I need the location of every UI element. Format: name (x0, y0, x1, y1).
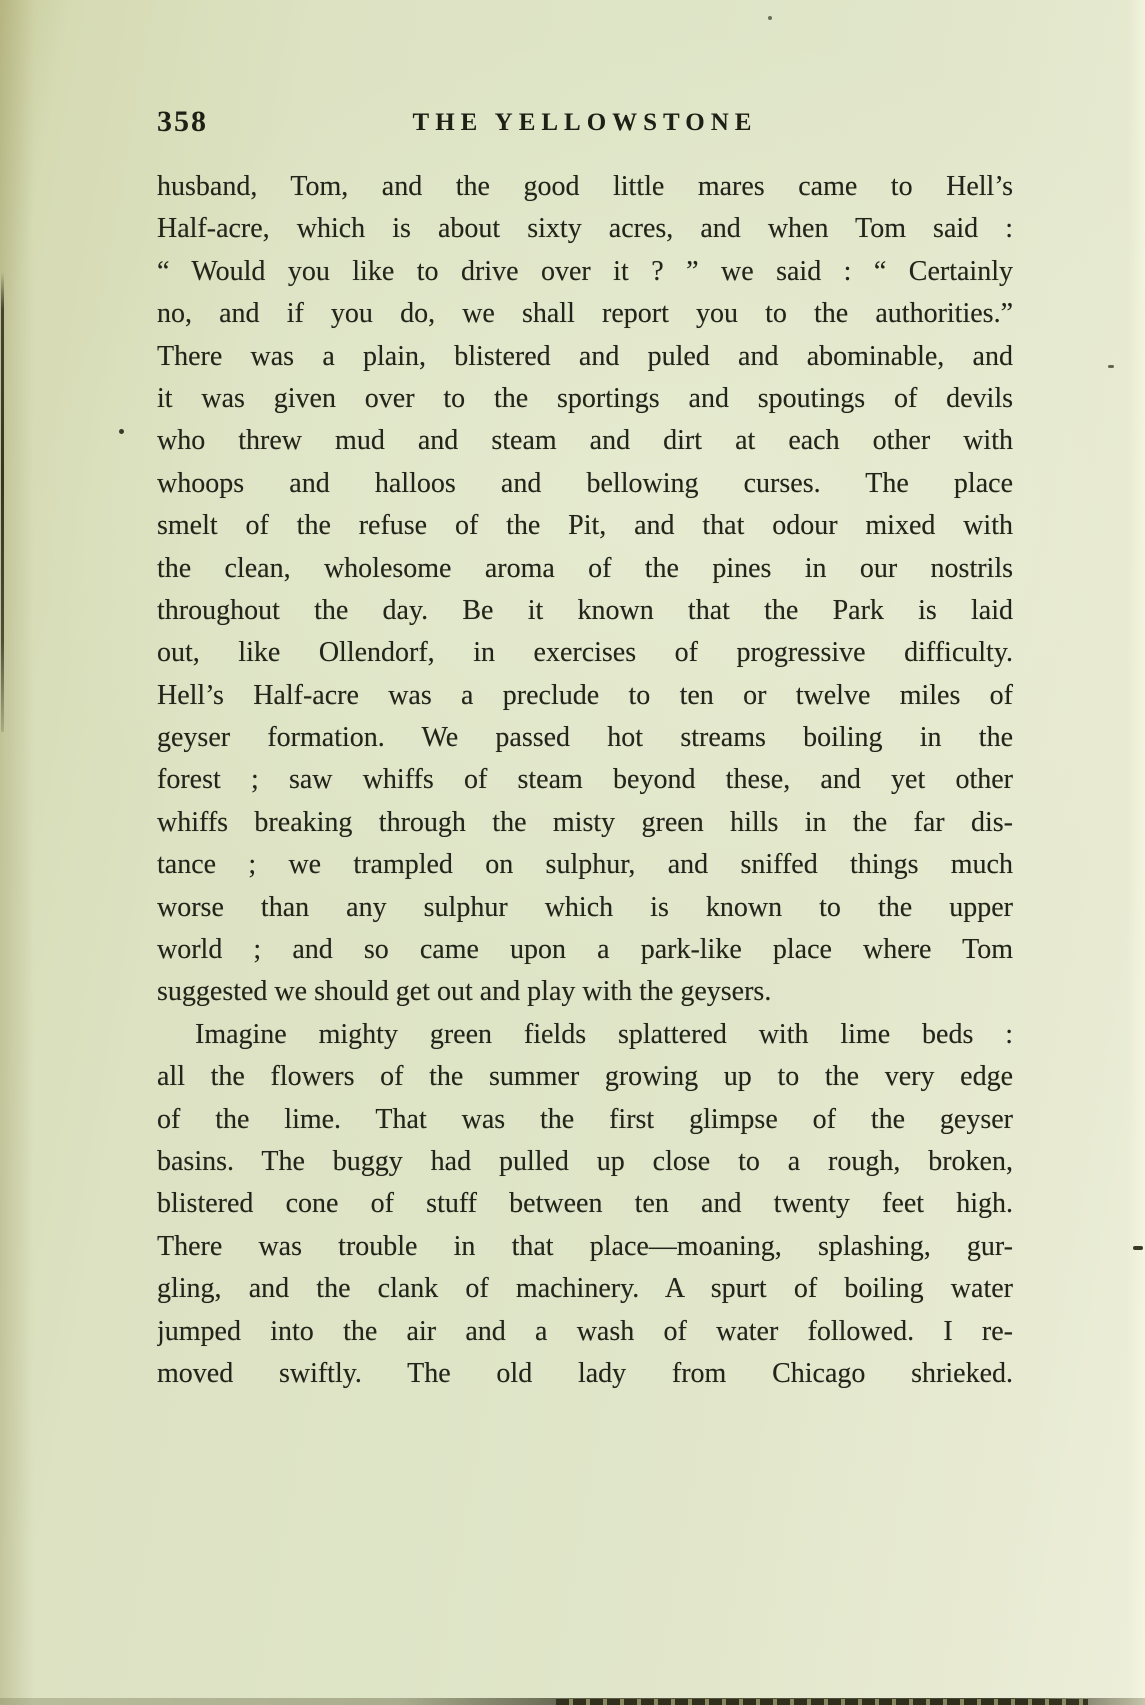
text-line: Half-acre, which is about sixty acres, and when Tom said : (157, 213, 1013, 245)
text-line: jumped into the air and a wash of water followed. I re- (157, 1315, 1013, 1347)
text-line: geyser formation. We passed hot streams boiling in the (157, 722, 1013, 754)
page-header-row (157, 103, 1013, 147)
ink-speck (768, 16, 772, 20)
text-line: who threw mud and steam and dirt at each other with (157, 425, 1013, 457)
page-number: 358 (157, 105, 208, 138)
text-line: tance ; we trampled on sulphur, and sniffed things much (157, 849, 1013, 881)
text-line: moved swiftly. The old lady from Chicago shrieked. (157, 1357, 1013, 1389)
text-line: no, and if you do, we shall report you to the authorities.” (157, 298, 1013, 330)
text-line: it was given over to the sportings and spoutings of devils (157, 382, 1013, 414)
text-line: all the flowers of the summer growing up to the very edge (157, 1061, 1013, 1093)
text-line: of the lime. That was the first glimpse of the geyser (157, 1103, 1013, 1135)
ink-speck (1133, 1246, 1143, 1250)
running-header: THE YELLOWSTONE (412, 109, 758, 136)
text-line: “ Would you like to drive over it ? ” we said : “ Certainly (157, 255, 1013, 287)
text-line: smelt of the refuse of the Pit, and that odour mixed with (157, 510, 1013, 542)
text-line: There was a plain, blistered and puled and abominable, and (157, 340, 1013, 372)
bottom-edge-texture (556, 1699, 1088, 1705)
text-line: There was trouble in that place—moaning, splashing, gur- (157, 1230, 1013, 1262)
text-line: basins. The buggy had pulled up close to a rough, broken, (157, 1145, 1013, 1177)
text-line: gling, and the clank of machinery. A spurt of boiling water (157, 1273, 1013, 1305)
left-binding-line (1, 272, 4, 732)
text-line: whoops and halloos and bellowing curses. The place (157, 467, 1013, 499)
text-line: world ; and so came upon a park-like place where Tom (157, 934, 1013, 966)
page-body (157, 166, 1013, 1395)
text-line: throughout the day. Be it known that the Park is laid (157, 594, 1013, 626)
text-line: the clean, wholesome aroma of the pines in our nostrils (157, 552, 1013, 584)
right-edge-highlight (1127, 0, 1145, 1705)
text-line: suggested we should get out and play with the geysers. (157, 976, 772, 1008)
text-line: blistered cone of stuff between ten and twenty feet high. (157, 1188, 1013, 1220)
left-edge-shading (0, 0, 34, 1705)
text-line: husband, Tom, and the good little mares came to Hell’s (157, 171, 1013, 202)
text-line: Imagine mighty green fields splattered with lime beds : (195, 1018, 1013, 1050)
text-line: forest ; saw whiffs of steam beyond these, and yet other (157, 764, 1013, 796)
text-line: out, like Ollendorf, in exercises of progressive difficulty. (157, 637, 1013, 669)
text-line: Hell’s Half-acre was a preclude to ten or twelve miles of (157, 679, 1013, 711)
ink-speck (1108, 365, 1114, 368)
text-line: worse than any sulphur which is known to the upper (157, 891, 1013, 923)
text-line: whiffs breaking through the misty green hills in the far dis- (157, 806, 1013, 838)
ink-speck (119, 429, 124, 434)
